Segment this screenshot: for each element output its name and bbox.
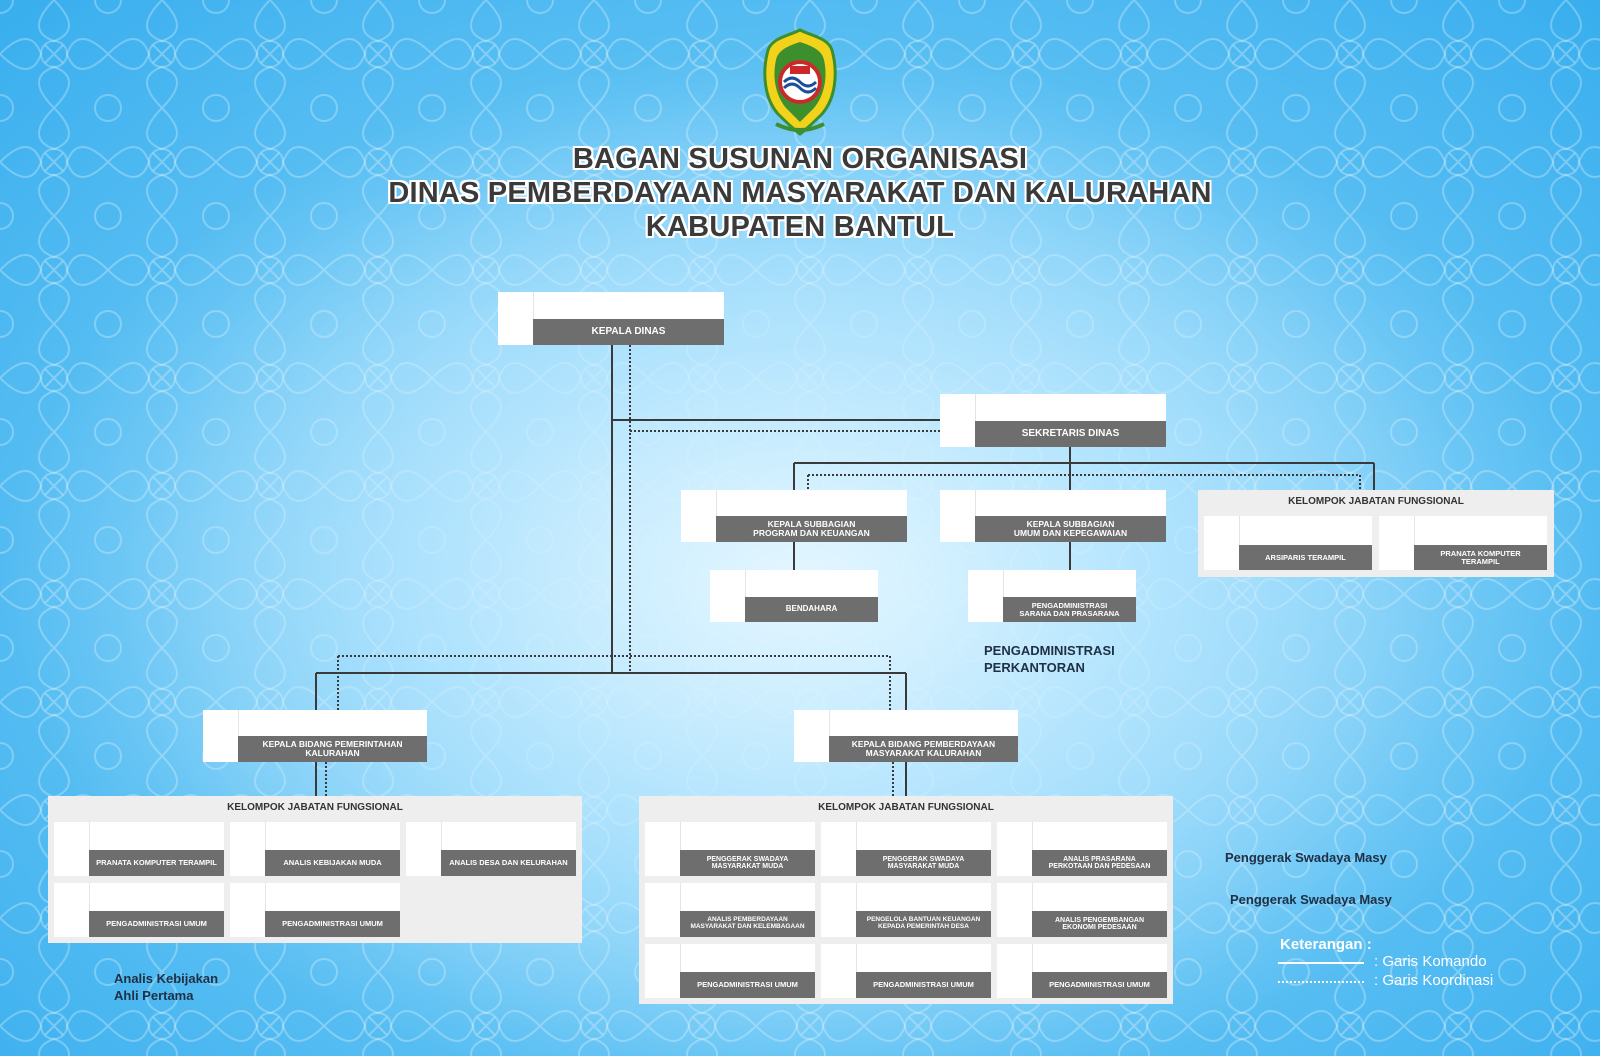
penggerak-swadaya-note-1: Penggerak Swadaya Masy [1225, 850, 1387, 865]
photo-placeholder [645, 944, 681, 998]
arsiparis-box [1204, 516, 1372, 570]
kabid-pemberdayaan-box [794, 710, 1018, 762]
sekretariat-jabatan-fungsional-panel [1198, 490, 1554, 577]
bendahara-box [710, 570, 878, 622]
pemberdayaan-jabatan-fungsional-panel [639, 796, 1173, 1004]
kasubbag-program-label: KEPALA SUBBAGIAN PROGRAM DAN KEUANGAN [716, 516, 907, 542]
photo-placeholder [821, 944, 857, 998]
legend-komando-line [1278, 961, 1368, 965]
photo-placeholder [821, 883, 857, 937]
jf-item-box [406, 822, 576, 876]
photo-placeholder [406, 822, 442, 876]
photo-placeholder [940, 490, 976, 542]
jf-item-label: PENGADMINISTRASI UMUM [265, 911, 400, 937]
kepala-dinas-box [498, 292, 724, 345]
jf-item-label: PENGADMINISTRASI UMUM [1032, 972, 1167, 998]
legend-komando-label: : Garis Komando [1374, 953, 1487, 970]
jf-item-box [821, 822, 991, 876]
jf-item-box [997, 883, 1167, 937]
photo-placeholder [645, 822, 681, 876]
sekretaris-dinas-label: SEKRETARIS DINAS [975, 421, 1166, 447]
jf-item-label: PENGADMINISTRASI UMUM [680, 972, 815, 998]
jf-item-box [230, 822, 400, 876]
kepala-dinas-label: KEPALA DINAS [533, 319, 724, 345]
photo-placeholder [498, 292, 534, 345]
group-title: KELOMPOK JABATAN FUNGSIONAL [1288, 496, 1464, 507]
legend [1278, 936, 1518, 996]
kasubbag-program-box [681, 490, 907, 542]
jf-item-box [821, 883, 991, 937]
title-line-3: KABUPATEN BANTUL [645, 211, 955, 243]
pemerintahan-jabatan-fungsional-panel [48, 796, 582, 943]
photo-placeholder [681, 490, 717, 542]
photo-placeholder [710, 570, 746, 622]
jf-item-label: ANALIS PEMBERDAYAAN MASYARAKAT DAN KELEMBAGAAN [680, 911, 815, 937]
group-title: KELOMPOK JABATAN FUNGSIONAL [227, 802, 403, 813]
photo-placeholder [821, 822, 857, 876]
jf-item-label: ANALIS PRASARANA PERKOTAAN DAN PEDESAAN [1032, 850, 1167, 876]
photo-placeholder [997, 883, 1033, 937]
jf-item-box [997, 944, 1167, 998]
kabid-pemerintahan-box [203, 710, 427, 762]
photo-placeholder [968, 570, 1004, 622]
legend-koordinasi-label: : Garis Koordinasi [1374, 972, 1494, 989]
jf-item-box [645, 822, 815, 876]
jf-item-box [645, 883, 815, 937]
photo-placeholder [203, 710, 239, 762]
pranata-komputer-box [1379, 516, 1547, 570]
jf-item-box [54, 822, 224, 876]
jf-item-label: PENGGERAK SWADAYA MASYARAKAT MUDA [856, 850, 991, 876]
jf-item-label: ANALIS KEBIJAKAN MUDA [265, 850, 400, 876]
title-line-2: DINAS PEMBERDAYAAN MASYARAKAT DAN KALURAHAN [388, 177, 1212, 209]
photo-placeholder [1204, 516, 1240, 570]
jf-item-label: PENGADMINISTRASI UMUM [89, 911, 224, 937]
kasubbag-umum-box [940, 490, 1166, 542]
legend-title: Keterangan : [1280, 936, 1372, 953]
jf-item-label: PENGELOLA BANTUAN KEUANGAN KEPADA PEMERINTAH DESA [856, 911, 991, 937]
jf-item-label: ANALIS DESA DAN KELURAHAN [441, 850, 576, 876]
pengadm-perkantoran-note: PENGADMINISTRASI PERKANTORAN [984, 643, 1115, 675]
photo-placeholder [54, 822, 90, 876]
photo-placeholder [1379, 516, 1415, 570]
pengadm-sarana-label: PENGADMINISTRASI SARANA DAN PRASARANA [1003, 597, 1136, 622]
photo-placeholder [54, 883, 90, 937]
jf-item-label: ANALIS PENGEMBANGAN EKONOMI PEDESAAN [1032, 911, 1167, 937]
arsiparis-label: ARSIPARIS TERAMPIL [1239, 545, 1372, 570]
kabid-pemerintahan-label: KEPALA BIDANG PEMERINTAHAN KALURAHAN [238, 736, 427, 762]
jf-item-box [54, 883, 224, 937]
kasubbag-umum-label: KEPALA SUBBAGIAN UMUM DAN KEPEGAWAIAN [975, 516, 1166, 542]
group-title: KELOMPOK JABATAN FUNGSIONAL [818, 802, 994, 813]
bendahara-label: BENDAHARA [745, 597, 878, 622]
pranata-komputer-label: PRANATA KOMPUTER TERAMPIL [1414, 545, 1547, 570]
jf-item-label: PRANATA KOMPUTER TERAMPIL [89, 850, 224, 876]
photo-placeholder [997, 944, 1033, 998]
photo-placeholder [230, 883, 266, 937]
jf-item-label: PENGADMINISTRASI UMUM [856, 972, 991, 998]
jf-item-box [645, 944, 815, 998]
pengadm-sarana-box [968, 570, 1136, 622]
photo-placeholder [230, 822, 266, 876]
legend-koordinasi-line [1278, 980, 1368, 984]
kabid-pemberdayaan-label: KEPALA BIDANG PEMBERDAYAAN MASYARAKAT KALURAHAN [829, 736, 1018, 762]
photo-placeholder [940, 394, 976, 447]
jf-item-label: PENGGERAK SWADAYA MASYARAKAT MUDA [680, 850, 815, 876]
photo-placeholder [794, 710, 830, 762]
jf-item-box [821, 944, 991, 998]
analis-ahli-pertama-note: Analis Kebijakan Ahli Pertama [114, 971, 219, 1003]
sekretaris-dinas-box [940, 394, 1166, 447]
photo-placeholder [997, 822, 1033, 876]
title-line-1: BAGAN SUSUNAN ORGANISASI [572, 143, 1028, 175]
jf-item-box [997, 822, 1167, 876]
penggerak-swadaya-note-2: Penggerak Swadaya Masy [1230, 892, 1392, 907]
photo-placeholder [645, 883, 681, 937]
jf-item-box [230, 883, 400, 937]
